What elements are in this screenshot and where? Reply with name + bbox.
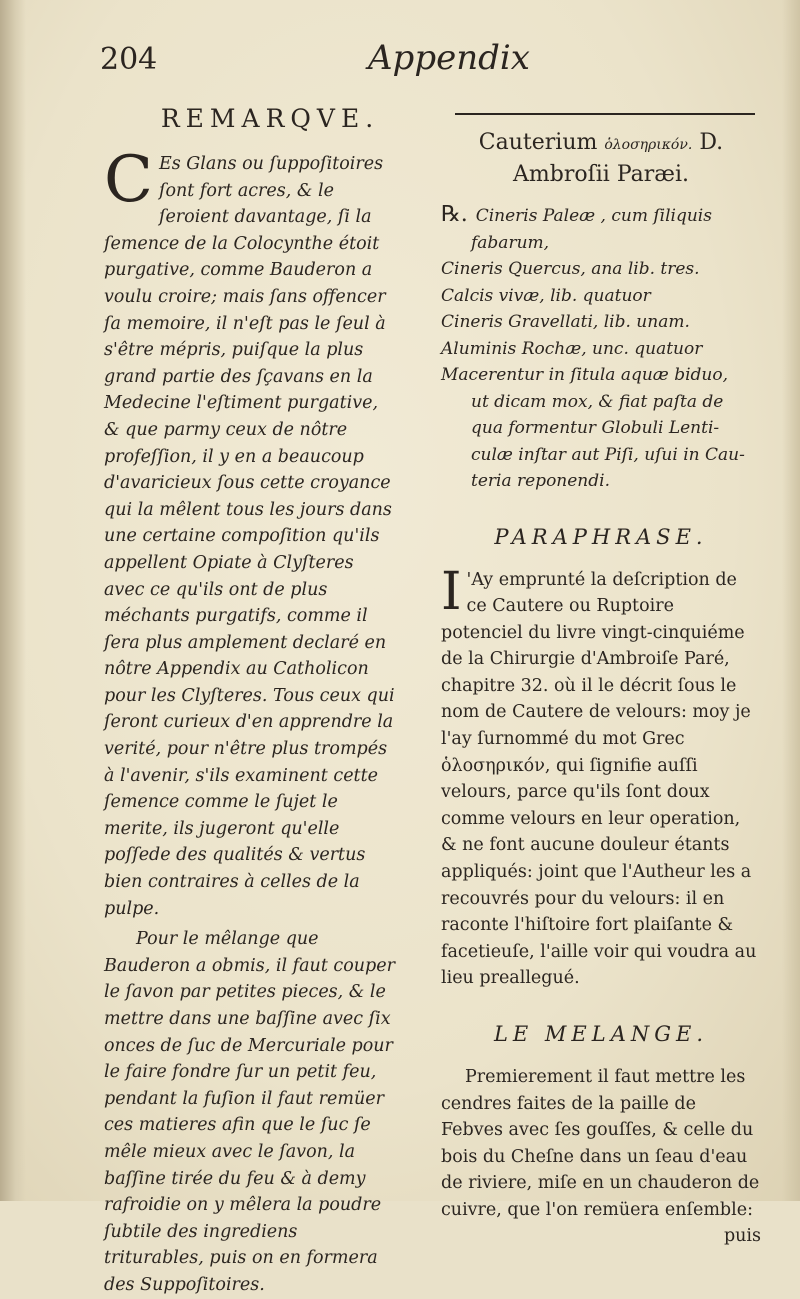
formula-title	[441, 128, 761, 190]
formula-title-latin: Cauterium	[478, 130, 598, 155]
paraphrase-paragraph	[441, 561, 761, 993]
recipe-line: Cineris Gravellati, lib. unam.	[441, 312, 690, 332]
recipe-line: teria reponendi.	[471, 471, 610, 491]
remarque-heading: REMARQVE.	[160, 104, 380, 133]
book-spine-shadow	[0, 0, 26, 1201]
remarque-text: Es Glans ou ſuppoſitoires ſont fort acres, & le ſeroient davantage, ſi la ſemence de la Colocynthe étoit purgative, comme Bauderon a voulu croire; mais ſans offencer ſa memoire, il n'eſt pas le ſeul à s'être mépris, puiſque la plus grand partie des ſçavans en la Medecine l'eſtiment purgative, & que parmy ceux de nôtre profeſſion, il y en a beaucoup d'avaricieux ſous cette croyance qui la mêlent tous les jours dans une certaine compoſition qu'ils appellent Opiate à Clyſteres avec ce qu'ils ont de plus méchants purgatifs, comme il ſera plus amplement declaré en nôtre Appendix au Catholicon pour les Clyſteres. Tous ceux qui ſeront curieux d'en apprendre la verité, pour n'être plus trompés à l'avenir, s'ils examinent cette ſemence comme le ſujet le merite, ils jugeront qu'elle poſſede des qualités & vertus bien contraires à celles de la pulpe.	[104, 154, 395, 919]
recipe-line: qua formentur Globuli Lenti-	[471, 418, 720, 438]
recipe-line: fabarum,	[471, 232, 550, 253]
running-head: Appendix	[368, 38, 530, 78]
recipe-line: ℞. Cineris Paleæ , cum ſiliquis	[441, 202, 712, 227]
column-divider-rule	[455, 113, 755, 115]
page-number: 204	[100, 42, 158, 77]
page-edge-shadow	[782, 0, 800, 1201]
drop-capital: C	[104, 143, 153, 217]
paraphrase-text: 'Ay emprunté la deſcription de ce Cautere ou Ruptoire potenciel du livre vingt-cinquiéme de la Chirurgie d'Ambroiſe Paré, chapitre 32. où il le décrit ſous le nom de Cautere de velours: moy je l'ay ſurnommé du mot Grec ὁλοσηρικόν, qui ſignifie auſſi velours, parce qu'ils ſont doux comme velours en leur operation, & ne font aucune douleur étants appliqués: joint que l'Autheur les a recouvrés pour du velours: il en raconte l'hiſtoire fort plaiſante & facetieuſe, l'aille voir qui voudra au lieu preallegué.	[441, 569, 757, 989]
recipe-line: Macerentur in ſitula aquæ biduo,	[441, 365, 728, 385]
drop-capital: I	[441, 561, 462, 622]
recipe-line: Cineris Quercus, ana lib. tres.	[441, 259, 700, 279]
recipe-line: ut dicam mox, & fiat paſta de	[471, 391, 724, 412]
recipe-line: culæ inſtar aut Piſi, uſui in Cau-	[471, 444, 745, 465]
melange-note-paragraph: Pour le mêlange que Bauderon a obmis, il faut couper le ſavon par petites pieces, & le mettre dans une baſſine avec ſix onces de ſuc de Mercuriale pour le faire fondre ſur un petit feu, pendant la fuſion il faut remüer ces matieres afin que le ſuc ſe mêle mieux avec le ſavon, la baſſine tirée du feu & à demy rafroidie on y mêlera la poudre ſubtile des ingrediens triturables, puis on en formera des Suppoſitoires.	[104, 929, 395, 1295]
right-column	[441, 128, 761, 1248]
melange-paragraph: Premierement il faut mettre les cendres faites de la paille de Febves avec ſes gouſſes, & celle du bois du Cheſne dans un ſeau d'eau de riviere, miſe en un chauderon de cuivre, que l'on remüera enſemble:	[441, 1067, 760, 1220]
recipe-line: Aluminis Rochæ, unc. quatuor	[441, 338, 703, 359]
recipe-line: Calcis vivæ, lib. quatuor	[441, 285, 651, 306]
remarque-paragraph	[104, 143, 396, 922]
formula-title-author: D. Ambroſii Paræi.	[513, 130, 724, 187]
paraphrase-heading: PARAPHRASE.	[494, 524, 708, 549]
formula-title-greek: ὁλοσηρικόν.	[604, 137, 693, 153]
recipe-list	[441, 202, 761, 495]
melange-heading: LE MELANGE.	[493, 1022, 709, 1046]
recipe-symbol: ℞.	[441, 202, 468, 227]
catchword: puis	[723, 1225, 761, 1246]
left-column	[104, 104, 396, 1299]
